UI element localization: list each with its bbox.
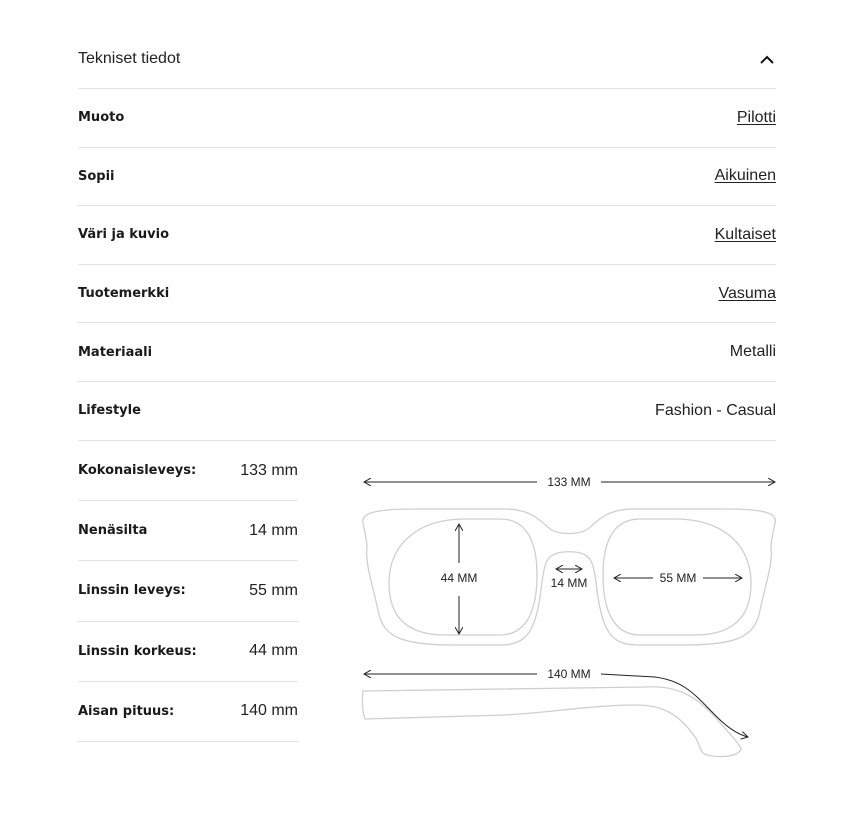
dimension-value: 140 mm bbox=[240, 702, 298, 720]
dimension-row bbox=[78, 682, 298, 742]
lens-height-arrow bbox=[441, 524, 478, 634]
spec-row-brand bbox=[78, 265, 776, 324]
temple-length-arrow bbox=[364, 667, 748, 737]
total-width-label: 133 MM bbox=[547, 475, 591, 489]
spec-list bbox=[78, 89, 776, 441]
spec-label: Muoto bbox=[78, 110, 125, 126]
glasses-size-diagram bbox=[355, 455, 785, 775]
temple-length-label: 140 MM bbox=[547, 667, 591, 681]
dimension-value: 14 mm bbox=[249, 521, 298, 539]
spec-value-link[interactable]: Pilotti bbox=[736, 108, 776, 126]
dimension-row bbox=[78, 441, 298, 501]
spec-row-material bbox=[78, 323, 776, 382]
total-width-arrow bbox=[364, 475, 775, 489]
lens-height-label: 44 MM bbox=[440, 571, 478, 585]
spec-row-fits bbox=[78, 148, 776, 207]
dimension-row bbox=[78, 561, 298, 621]
bridge-arrow bbox=[551, 569, 588, 590]
spec-value-link[interactable]: Kultaiset bbox=[714, 225, 776, 243]
bridge-label: 14 MM bbox=[550, 576, 588, 590]
dimension-label: Aisan pituus: bbox=[78, 703, 175, 719]
technical-details-header[interactable] bbox=[78, 30, 776, 89]
spec-row-shape bbox=[78, 89, 776, 148]
chevron-up-icon[interactable] bbox=[758, 50, 776, 68]
spec-value-link[interactable]: Aikuinen bbox=[714, 167, 776, 185]
spec-row-lifestyle bbox=[78, 382, 776, 441]
dimension-label: Linssin leveys: bbox=[78, 583, 186, 599]
dimension-value: 55 mm bbox=[249, 581, 298, 599]
spec-label: Väri ja kuvio bbox=[78, 227, 170, 243]
dimension-value: 44 mm bbox=[249, 642, 298, 660]
spec-value-link[interactable]: Vasuma bbox=[718, 284, 776, 302]
spec-label: Tuotemerkki bbox=[78, 286, 170, 302]
spec-label: Lifestyle bbox=[78, 403, 141, 419]
spec-value: Metalli bbox=[729, 343, 776, 361]
dimension-label: Linssin korkeus: bbox=[78, 643, 197, 659]
dimension-label: Nenäsilta bbox=[78, 523, 148, 539]
section-title: Tekniset tiedot bbox=[78, 50, 181, 67]
dimension-row bbox=[78, 622, 298, 682]
spec-value: Fashion - Casual bbox=[655, 401, 776, 419]
spec-label: Sopii bbox=[78, 168, 115, 184]
temple-arm-outline bbox=[362, 687, 741, 757]
spec-label: Materiaali bbox=[78, 344, 153, 360]
dimension-label: Kokonaisleveys: bbox=[78, 463, 197, 479]
dimension-value: 133 mm bbox=[240, 461, 298, 479]
dimension-list bbox=[78, 441, 298, 742]
dimension-row bbox=[78, 501, 298, 561]
spec-row-color bbox=[78, 206, 776, 265]
lens-width-label: 55 MM bbox=[659, 571, 697, 585]
lens-width-arrow bbox=[614, 571, 742, 585]
